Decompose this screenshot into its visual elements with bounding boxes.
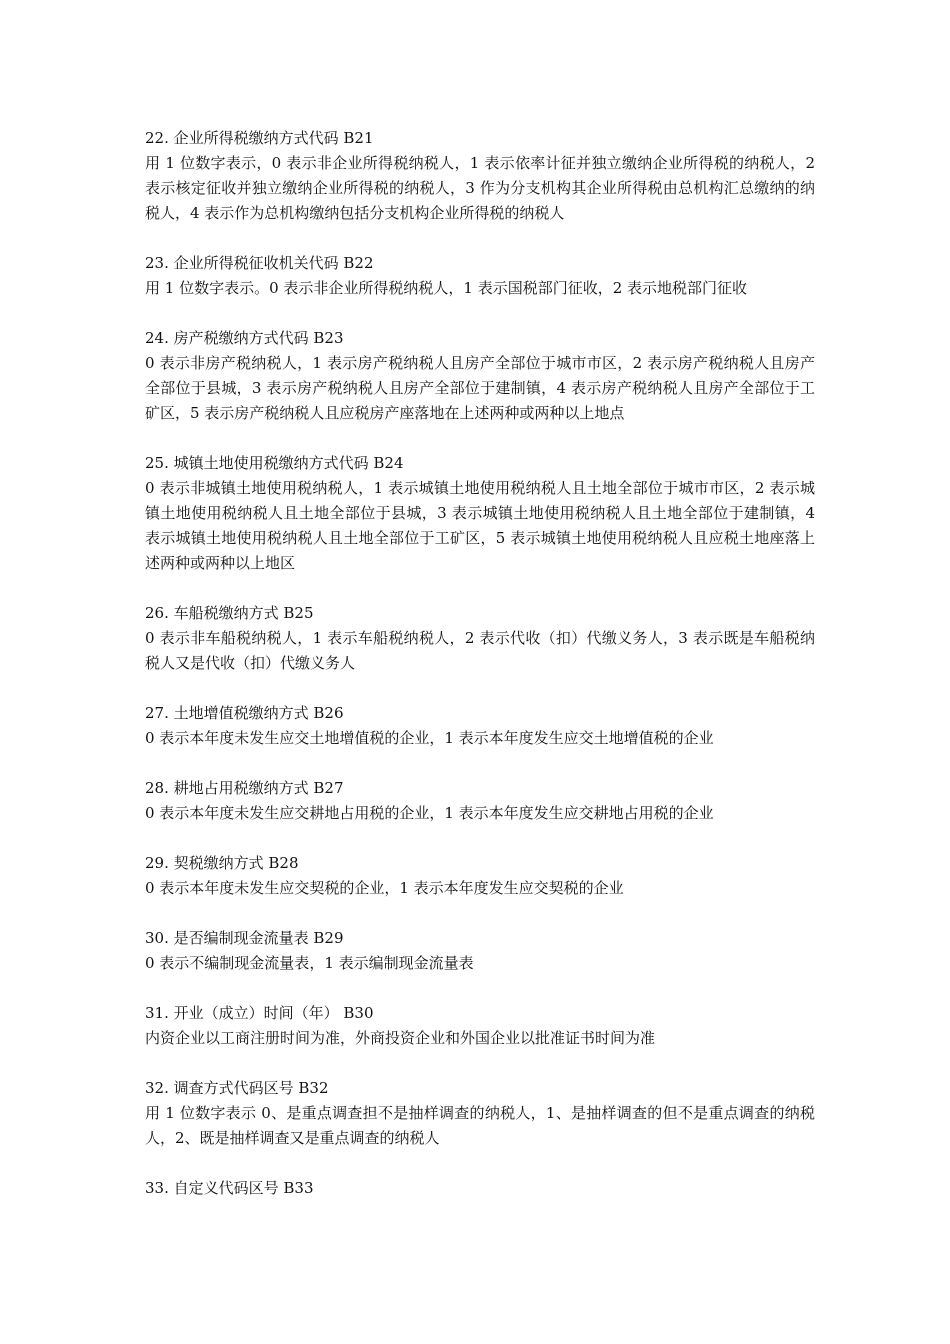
entry-description: 0 表示非城镇土地使用税纳税人，1 表示城镇土地使用税纳税人且土地全部位于城市市区，2 表示城镇土地使用税纳税人且土地全部位于县城，3 表示城镇土地使用税纳税人且土地全部位于建制镇，4 表示城镇土地使用税纳税人且土地全部位于工矿区，5 表示城镇土地使用税纳税人且应税土地座落上述两种或两种以上地区 [145, 479, 815, 572]
entry-description: 0 表示本年度未发生应交耕地占用税的企业，1 表示本年度发生应交耕地占用税的企业 [145, 804, 714, 822]
code-entry-28 [145, 776, 815, 826]
code-entry-29 [145, 851, 815, 901]
code-entry-33 [145, 1176, 815, 1201]
entry-title: 25. 城镇土地使用税缴纳方式代码 B24 [145, 454, 404, 472]
entry-description: 用 1 位数字表示 0、是重点调查担不是抽样调查的纳税人，1、是抽样调查的但不是重点调查的纳税人，2、既是抽样调查又是重点调查的纳税人 [145, 1104, 815, 1147]
entry-description: 0 表示本年度未发生应交契税的企业，1 表示本年度发生应交契税的企业 [145, 879, 624, 897]
code-entry-23 [145, 251, 815, 301]
code-entry-25 [145, 451, 815, 576]
document-page [145, 126, 815, 1226]
entry-description: 用 1 位数字表示，0 表示非企业所得税纳税人，1 表示依率计征并独立缴纳企业所得税的纳税人，2 表示核定征收并独立缴纳企业所得税的纳税人，3 作为分支机构其企业所得税由总机构汇总缴纳的纳税人，4 表示作为总机构缴纳包括分支机构企业所得税的纳税人 [145, 154, 815, 222]
entry-title: 31. 开业（成立）时间（年） B30 [145, 1004, 374, 1022]
entry-title: 22. 企业所得税缴纳方式代码 B21 [145, 129, 374, 147]
entry-description: 0 表示本年度未发生应交土地增值税的企业，1 表示本年度发生应交土地增值税的企业 [145, 729, 714, 747]
entry-description: 0 表示不编制现金流量表，1 表示编制现金流量表 [145, 954, 474, 972]
code-entry-32 [145, 1076, 815, 1151]
entry-title: 26. 车船税缴纳方式 B25 [145, 604, 314, 622]
code-entry-30 [145, 926, 815, 976]
code-entry-24 [145, 326, 815, 426]
entry-description: 用 1 位数字表示。0 表示非企业所得税纳税人，1 表示国税部门征收，2 表示地税部门征收 [145, 279, 748, 297]
entry-title: 28. 耕地占用税缴纳方式 B27 [145, 779, 344, 797]
entry-title: 29. 契税缴纳方式 B28 [145, 854, 299, 872]
entry-title: 33. 自定义代码区号 B33 [145, 1179, 314, 1197]
entry-title: 23. 企业所得税征收机关代码 B22 [145, 254, 374, 272]
entry-title: 24. 房产税缴纳方式代码 B23 [145, 329, 344, 347]
entry-description: 0 表示非房产税纳税人，1 表示房产税纳税人且房产全部位于城市市区，2 表示房产税纳税人且房产全部位于县城，3 表示房产税纳税人且房产全部位于建制镇，4 表示房产税纳税人且房产全部位于工矿区，5 表示房产税纳税人且应税房产座落地在上述两种或两种以上地点 [145, 354, 815, 422]
code-entry-27 [145, 701, 815, 751]
entry-description: 0 表示非车船税纳税人，1 表示车船税纳税人，2 表示代收（扣）代缴义务人，3 表示既是车船税纳税人又是代收（扣）代缴义务人 [145, 629, 815, 672]
entry-title: 27. 土地增值税缴纳方式 B26 [145, 704, 344, 722]
entry-title: 32. 调查方式代码区号 B32 [145, 1079, 329, 1097]
code-entry-22 [145, 126, 815, 226]
code-entry-31 [145, 1001, 815, 1051]
code-entry-26 [145, 601, 815, 676]
entry-title: 30. 是否编制现金流量表 B29 [145, 929, 344, 947]
entry-description: 内资企业以工商注册时间为准，外商投资企业和外国企业以批准证书时间为准 [145, 1029, 656, 1047]
